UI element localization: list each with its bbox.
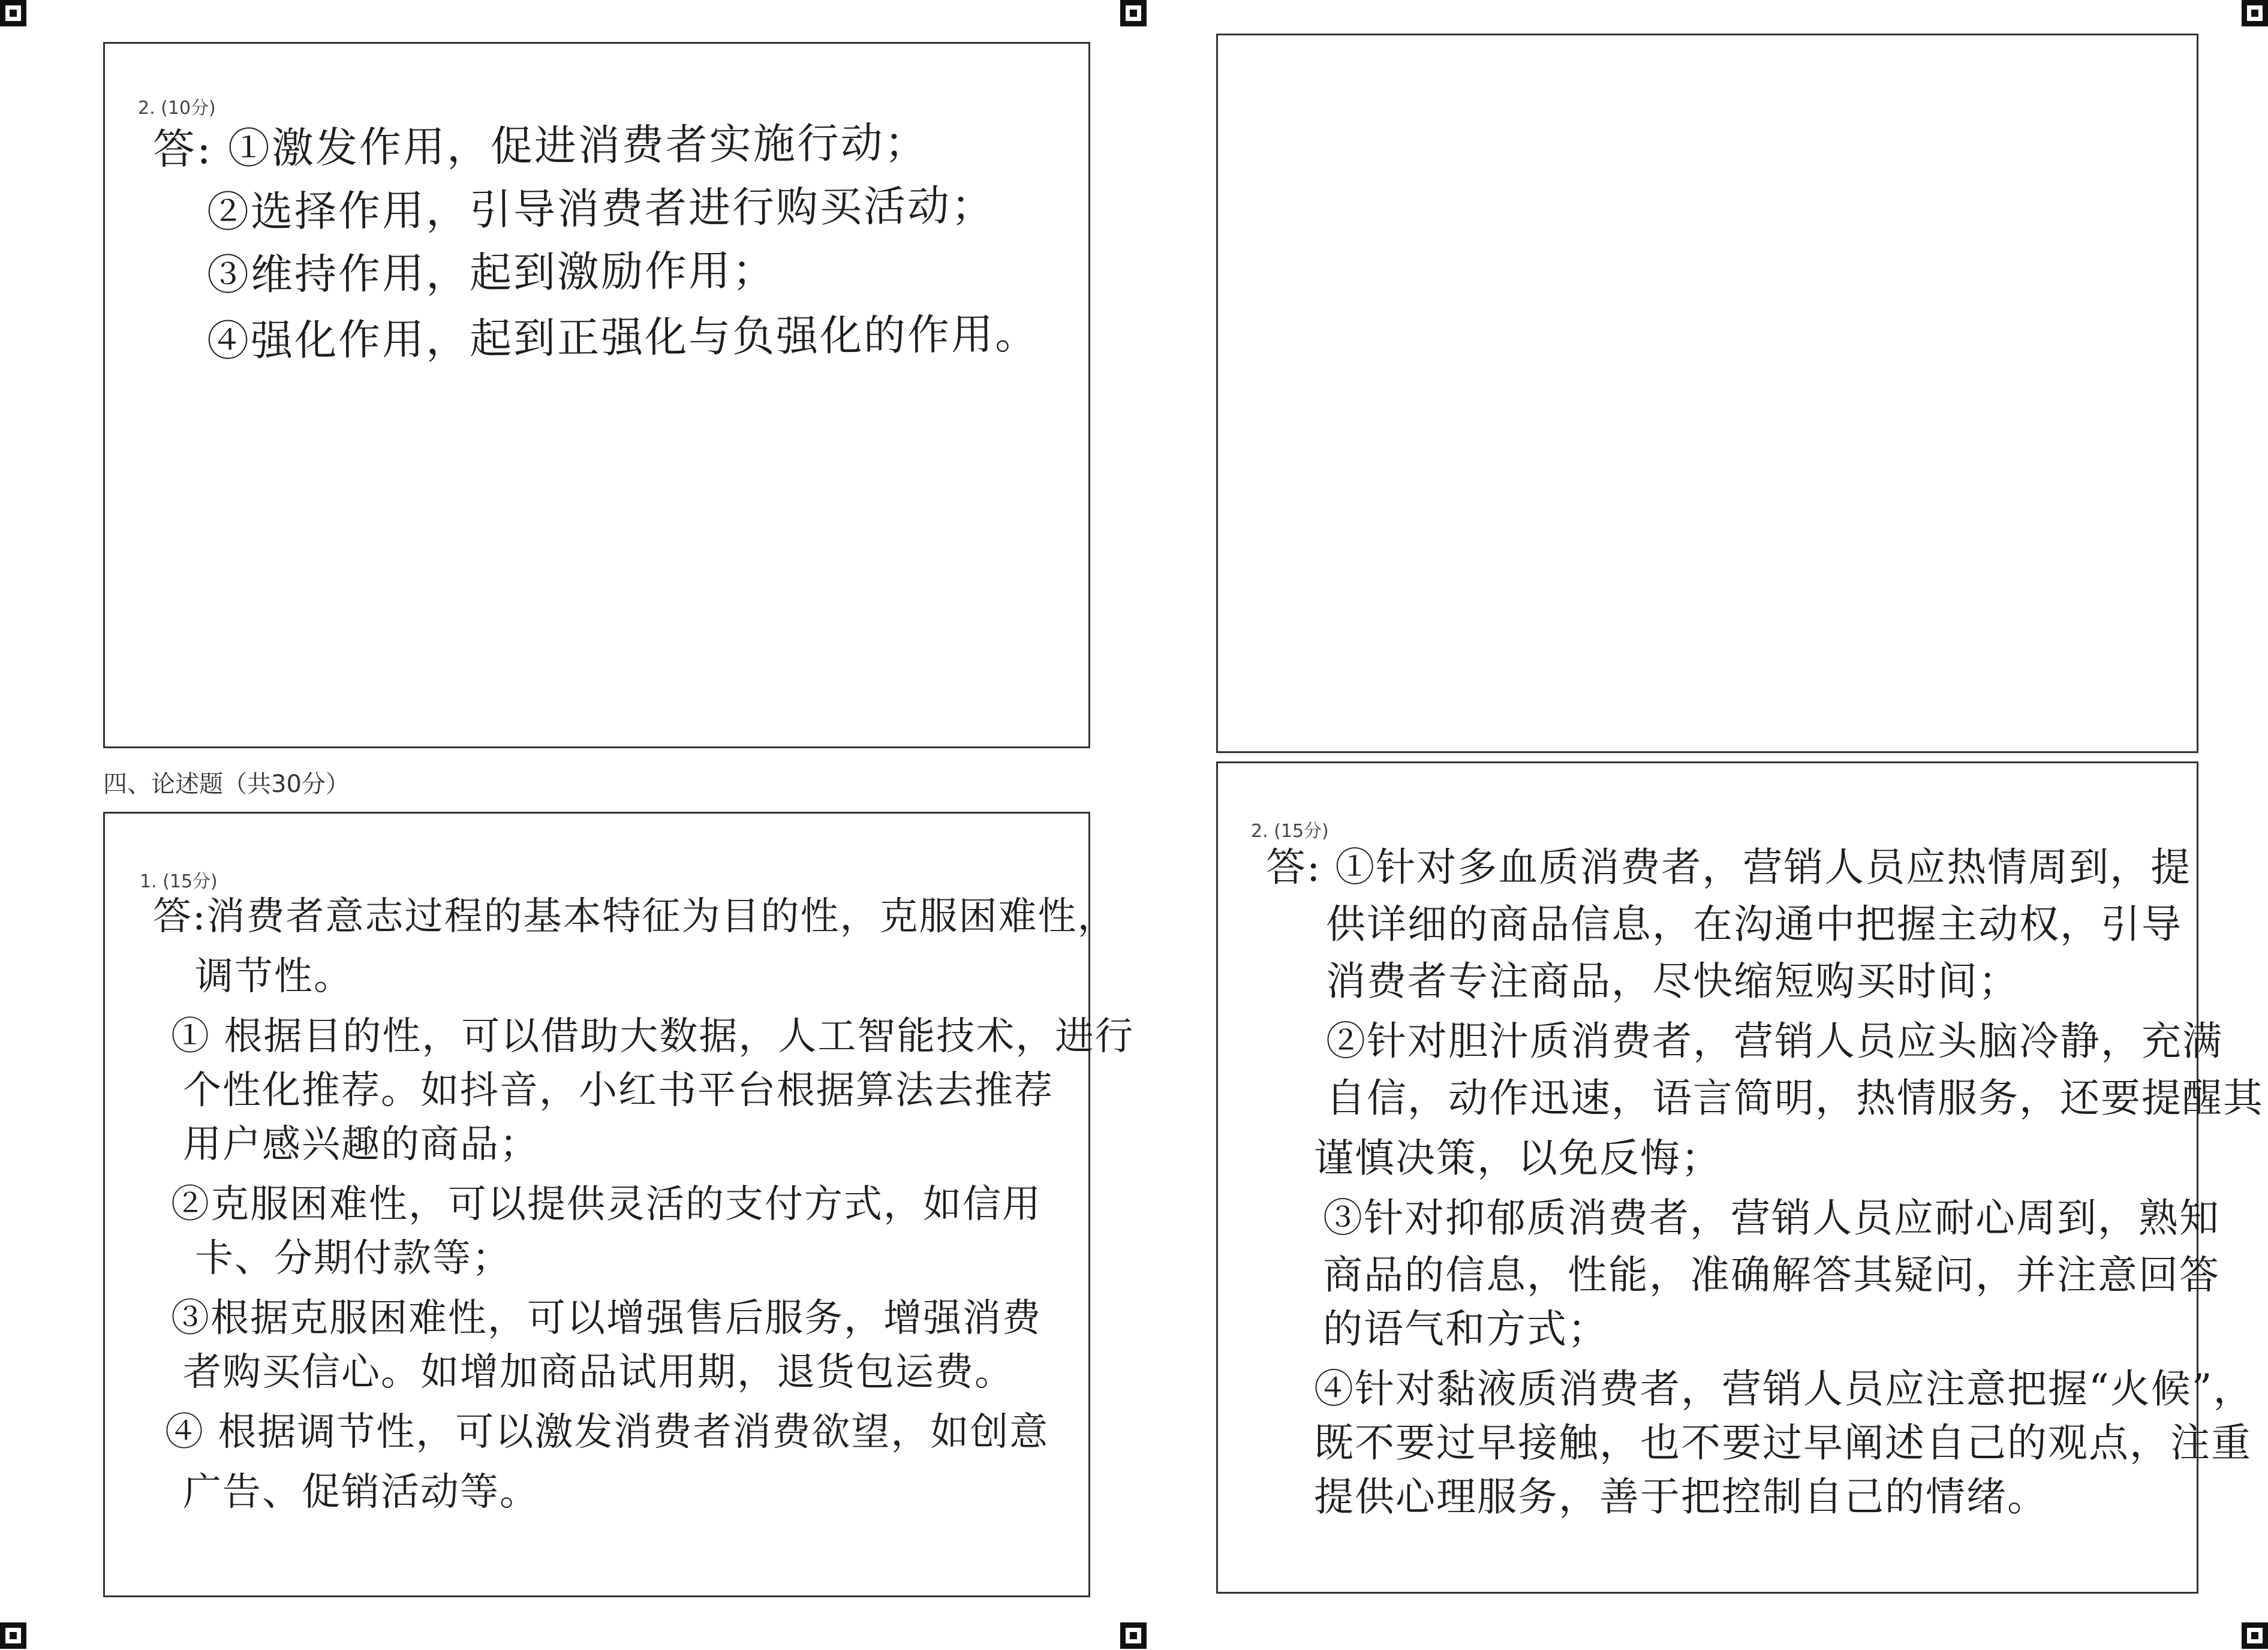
handwritten-line: 卡、分期付款等； <box>195 1236 512 1281</box>
question-label: 2. (10分) <box>138 98 216 119</box>
handwritten-line: 答: ①激发作用，促进消费者实施行动； <box>152 118 929 174</box>
handwritten-line: 商品的信息，性能，准确解答其疑问，并注意回答 <box>1323 1252 2220 1298</box>
handwritten-line: 调节性。 <box>195 955 353 999</box>
handwritten-line: 自信，动作迅速，语言简明，热情服务，还要提醒其 <box>1326 1075 2264 1121</box>
registration-marker-bottom-center <box>1120 1622 1147 1649</box>
registration-marker-bottom-right <box>2242 1622 2268 1649</box>
question-label: 2. (15分) <box>1251 821 1329 842</box>
handwritten-line: 用户感兴趣的商品； <box>183 1122 539 1167</box>
handwritten-line: 提供心理服务，善于把控制自己的情绪。 <box>1314 1474 2048 1520</box>
handwritten-line: ① 根据目的性，可以借助大数据，人工智能技术，进行 <box>171 1014 1135 1059</box>
handwritten-line: ②选择作用，引导消费者进行购买活动； <box>206 180 995 237</box>
question-label: 1. (15分) <box>140 871 218 892</box>
registration-marker-top-center <box>1120 0 1147 26</box>
handwritten-line: ④强化作用，起到正强化与负强化的作用。 <box>206 309 1039 366</box>
handwritten-line: ②针对胆汁质消费者，营销人员应头脑冷静，充满 <box>1326 1018 2223 1064</box>
handwritten-line: ③根据克服困难性，可以增强售后服务，增强消费 <box>171 1296 1042 1341</box>
handwritten-line: ③针对抑郁质消费者，营销人员应耐心周到，熟知 <box>1323 1195 2220 1241</box>
answer-box-q2-15 <box>1216 761 2264 1594</box>
handwritten-line: 消费者专注商品，尽快缩短购买时间； <box>1326 958 2019 1004</box>
handwritten-line: 者购买信心。如增加商品试用期，退货包运费。 <box>183 1350 1014 1395</box>
handwritten-line: 答:消费者意志过程的基本特征为目的性，克服困难性， <box>153 895 1117 939</box>
handwritten-line: 既不要过早接触，也不要过早阐述自己的观点，注重 <box>1314 1420 2252 1466</box>
handwritten-line: ②克服困难性，可以提供灵活的支付方式，如信用 <box>171 1182 1042 1227</box>
handwritten-line: 谨慎决策，以免反悔； <box>1314 1135 1722 1181</box>
handwritten-line: ④针对黏液质消费者，营销人员应注意把握“火候”， <box>1314 1366 2254 1412</box>
registration-marker-bottom-left <box>0 1622 26 1649</box>
answer-box-q2-10 <box>103 42 1090 748</box>
section-title: 四、论述题（共30分） <box>103 770 350 798</box>
handwritten-line: 的语气和方式； <box>1323 1306 1608 1352</box>
registration-marker-top-right <box>2242 0 2268 26</box>
handwritten-line: 供详细的商品信息，在沟通中把握主动权，引导 <box>1326 901 2182 947</box>
registration-marker-top-left <box>0 0 26 26</box>
handwritten-line: 答: ①针对多血质消费者，营销人员应热情周到，提 <box>1266 844 2192 890</box>
answer-box-empty <box>1216 34 2198 753</box>
handwritten-line: 个性化推荐。如抖音，小红书平台根据算法去推荐 <box>183 1068 1054 1113</box>
handwritten-line: ④ 根据调节性，可以激发消费者消费欲望，如创意 <box>165 1410 1049 1455</box>
handwritten-line: ③维持作用，起到激励作用； <box>206 245 777 300</box>
answer-box-q1-15 <box>103 812 1135 1597</box>
handwritten-line: 广告、促销活动等。 <box>183 1470 539 1514</box>
